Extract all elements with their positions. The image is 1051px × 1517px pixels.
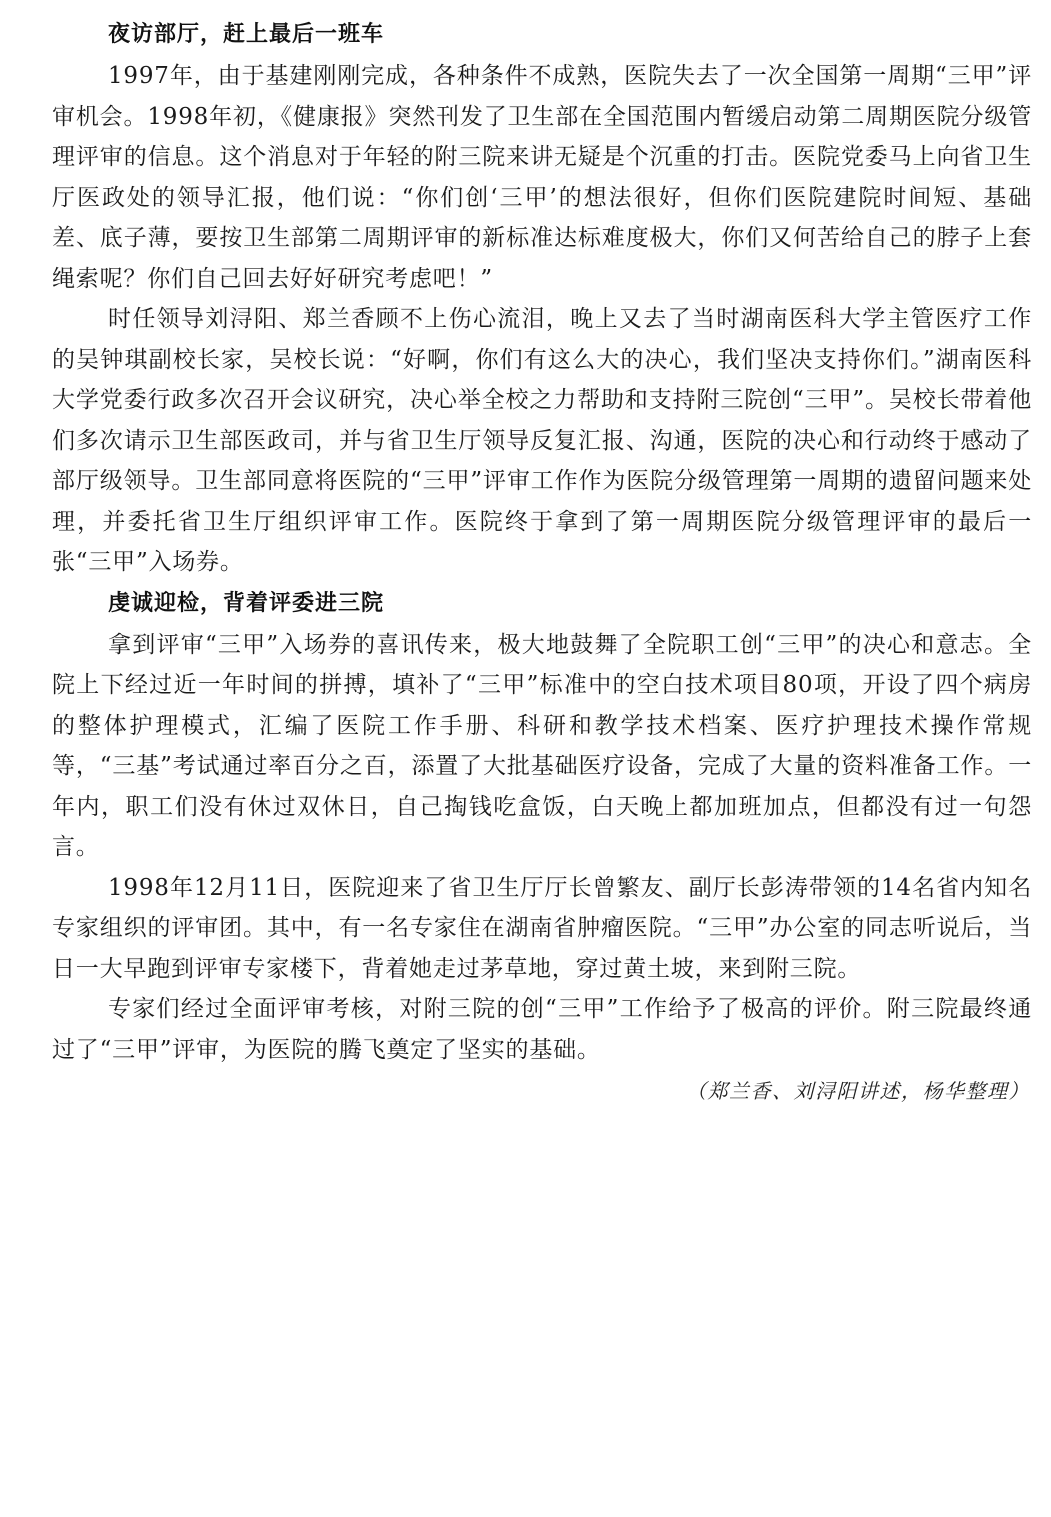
paragraph-3: 拿到评审“三甲”入场券的喜讯传来，极大地鼓舞了全院职工创“三甲”的决心和意志。全院上下经过近一年时间的拼搏，填补了“三甲”标准中的空白技术项目80项，开设了四个病房的整体护理模式，汇编了医院工作手册、科研和教学技术档案、医疗护理技术操作常规等，“三基”考试通过率百分之百，添置了大批基础医疗设备，完成了大量的资料准备工作。一年内，职工们没有休过双休日，自己掏钱吃盒饭，白天晚上都加班加点，但都没有过一句怨言。 — [52, 631, 1032, 860]
paragraph-4: 1998年12月11日，医院迎来了省卫生厅厅长曾繁友、副厅长彭涛带领的14名省内知名专家组织的评审团。其中，有一名专家住在湖南省肿瘤医院。“三甲”办公室的同志听说后，当日一大早跑到评审专家楼下，背着她走过茅草地，穿过黄土坡，来到附三院。 — [52, 874, 1032, 982]
section-heading-2: 虔诚迎检，背着评委进三院 — [108, 590, 385, 616]
paragraph-5: 专家们经过全面评审考核，对附三院的创“三甲”工作给予了极高的评价。附三院最终通过了“三甲”评审，为医院的腾飞奠定了坚实的基础。 — [52, 996, 1032, 1063]
paragraph-1: 1997年，由于基建刚刚完成，各种条件不成熟，医院失去了一次全国第一周期“三甲”评审机会。1998年初，《健康报》突然刊发了卫生部在全国范围内暂缓启动第二周期医院分级管理评审的信息。这个消息对于年轻的附三院来讲无疑是个沉重的打击。医院党委马上向省卫生厅医政处的领导汇报，他们说：“你们创‘三甲’的想法很好，但你们医院建院时间短、基础差、底子薄，要按卫生部第二周期评审的新标准达标难度极大，你们又何苦给自己的脖子上套绳索呢？你们自己回去好好研究考虑吧！” — [52, 63, 1032, 292]
article — [52, 14, 1032, 1106]
paragraph-2: 时任领导刘浔阳、郑兰香顾不上伤心流泪，晚上又去了当时湖南医科大学主管医疗工作的吴钟琪副校长家，吴校长说：“好啊，你们有这么大的决心，我们坚决支持你们。”湖南医科大学党委行政多次召开会议研究，决心举全校之力帮助和支持附三院创“三甲”。吴校长带着他们多次请示卫生部医政司，并与省卫生厅领导反复汇报、沟通，医院的决心和行动终于感动了部厅级领导。卫生部同意将医院的“三甲”评审工作作为医院分级管理第一周期的遗留问题来处理，并委托省卫生厅组织评审工作。医院终于拿到了第一周期医院分级管理评审的最后一张“三甲”入场券。 — [52, 306, 1032, 575]
attribution: （郑兰香、刘浔阳讲述，杨华整理） — [686, 1079, 1030, 1103]
section-heading-1: 夜访部厅，赶上最后一班车 — [108, 22, 385, 47]
